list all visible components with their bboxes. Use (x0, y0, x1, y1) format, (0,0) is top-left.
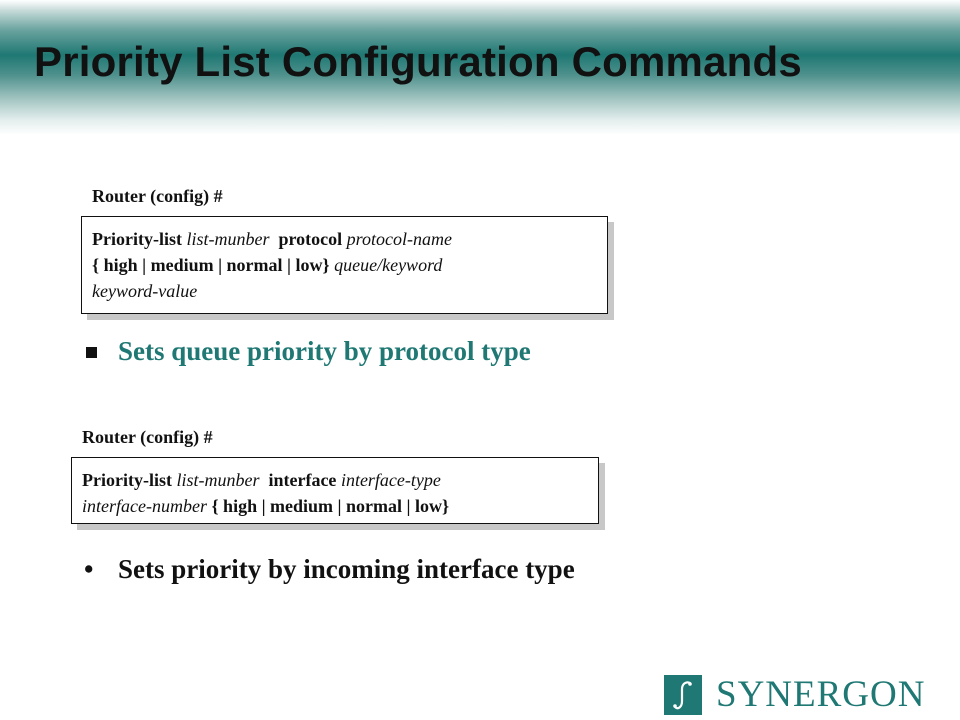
command-box-interface (71, 457, 599, 524)
slide-title: Priority List Configuration Commands (34, 38, 802, 85)
cmd-keyword-priority-list: Priority-list (92, 229, 182, 249)
bullet-protocol-priority: Sets queue priority by protocol type (118, 336, 531, 366)
bullet-interface-priority: Sets priority by incoming interface type (118, 554, 575, 584)
cmd-arg-interface-number: interface-number (82, 496, 207, 516)
cmd-arg-queue-keyword: queue/keyword (329, 255, 443, 275)
square-bullet-icon (86, 347, 97, 358)
cmd-priority-options: { high | medium | normal | low} (92, 255, 330, 275)
cmd-arg-list-number: list-munber (171, 470, 260, 490)
synergon-logo (664, 675, 949, 715)
cmd-keyword-interface: interface (259, 470, 337, 490)
router-prompt-2: Router (config) # (82, 427, 213, 447)
command-line-1 (92, 226, 597, 252)
cmd-priority-options: { high | medium | normal | low} (206, 496, 450, 516)
cmd-arg-keyword-value: keyword-value (92, 281, 198, 301)
command-box-protocol (81, 216, 608, 314)
command-line-2 (82, 493, 588, 519)
synergon-wordmark: SYNERGON (716, 674, 926, 715)
cmd-arg-interface-type: interface-type (336, 470, 441, 490)
cmd-keyword-priority-list: Priority-list (82, 470, 172, 490)
cmd-arg-list-number: list-munber (181, 229, 270, 249)
router-prompt-1: Router (config) # (92, 186, 223, 206)
synergon-s-glyph (664, 675, 702, 715)
command-line-1 (82, 467, 588, 493)
cmd-arg-protocol-name: protocol-name (342, 229, 452, 249)
cmd-keyword-protocol: protocol (269, 229, 343, 249)
command-line-2 (92, 252, 597, 278)
synergon-s-icon (664, 675, 702, 715)
command-line-3 (92, 278, 597, 304)
dot-bullet-icon: • (84, 554, 94, 584)
